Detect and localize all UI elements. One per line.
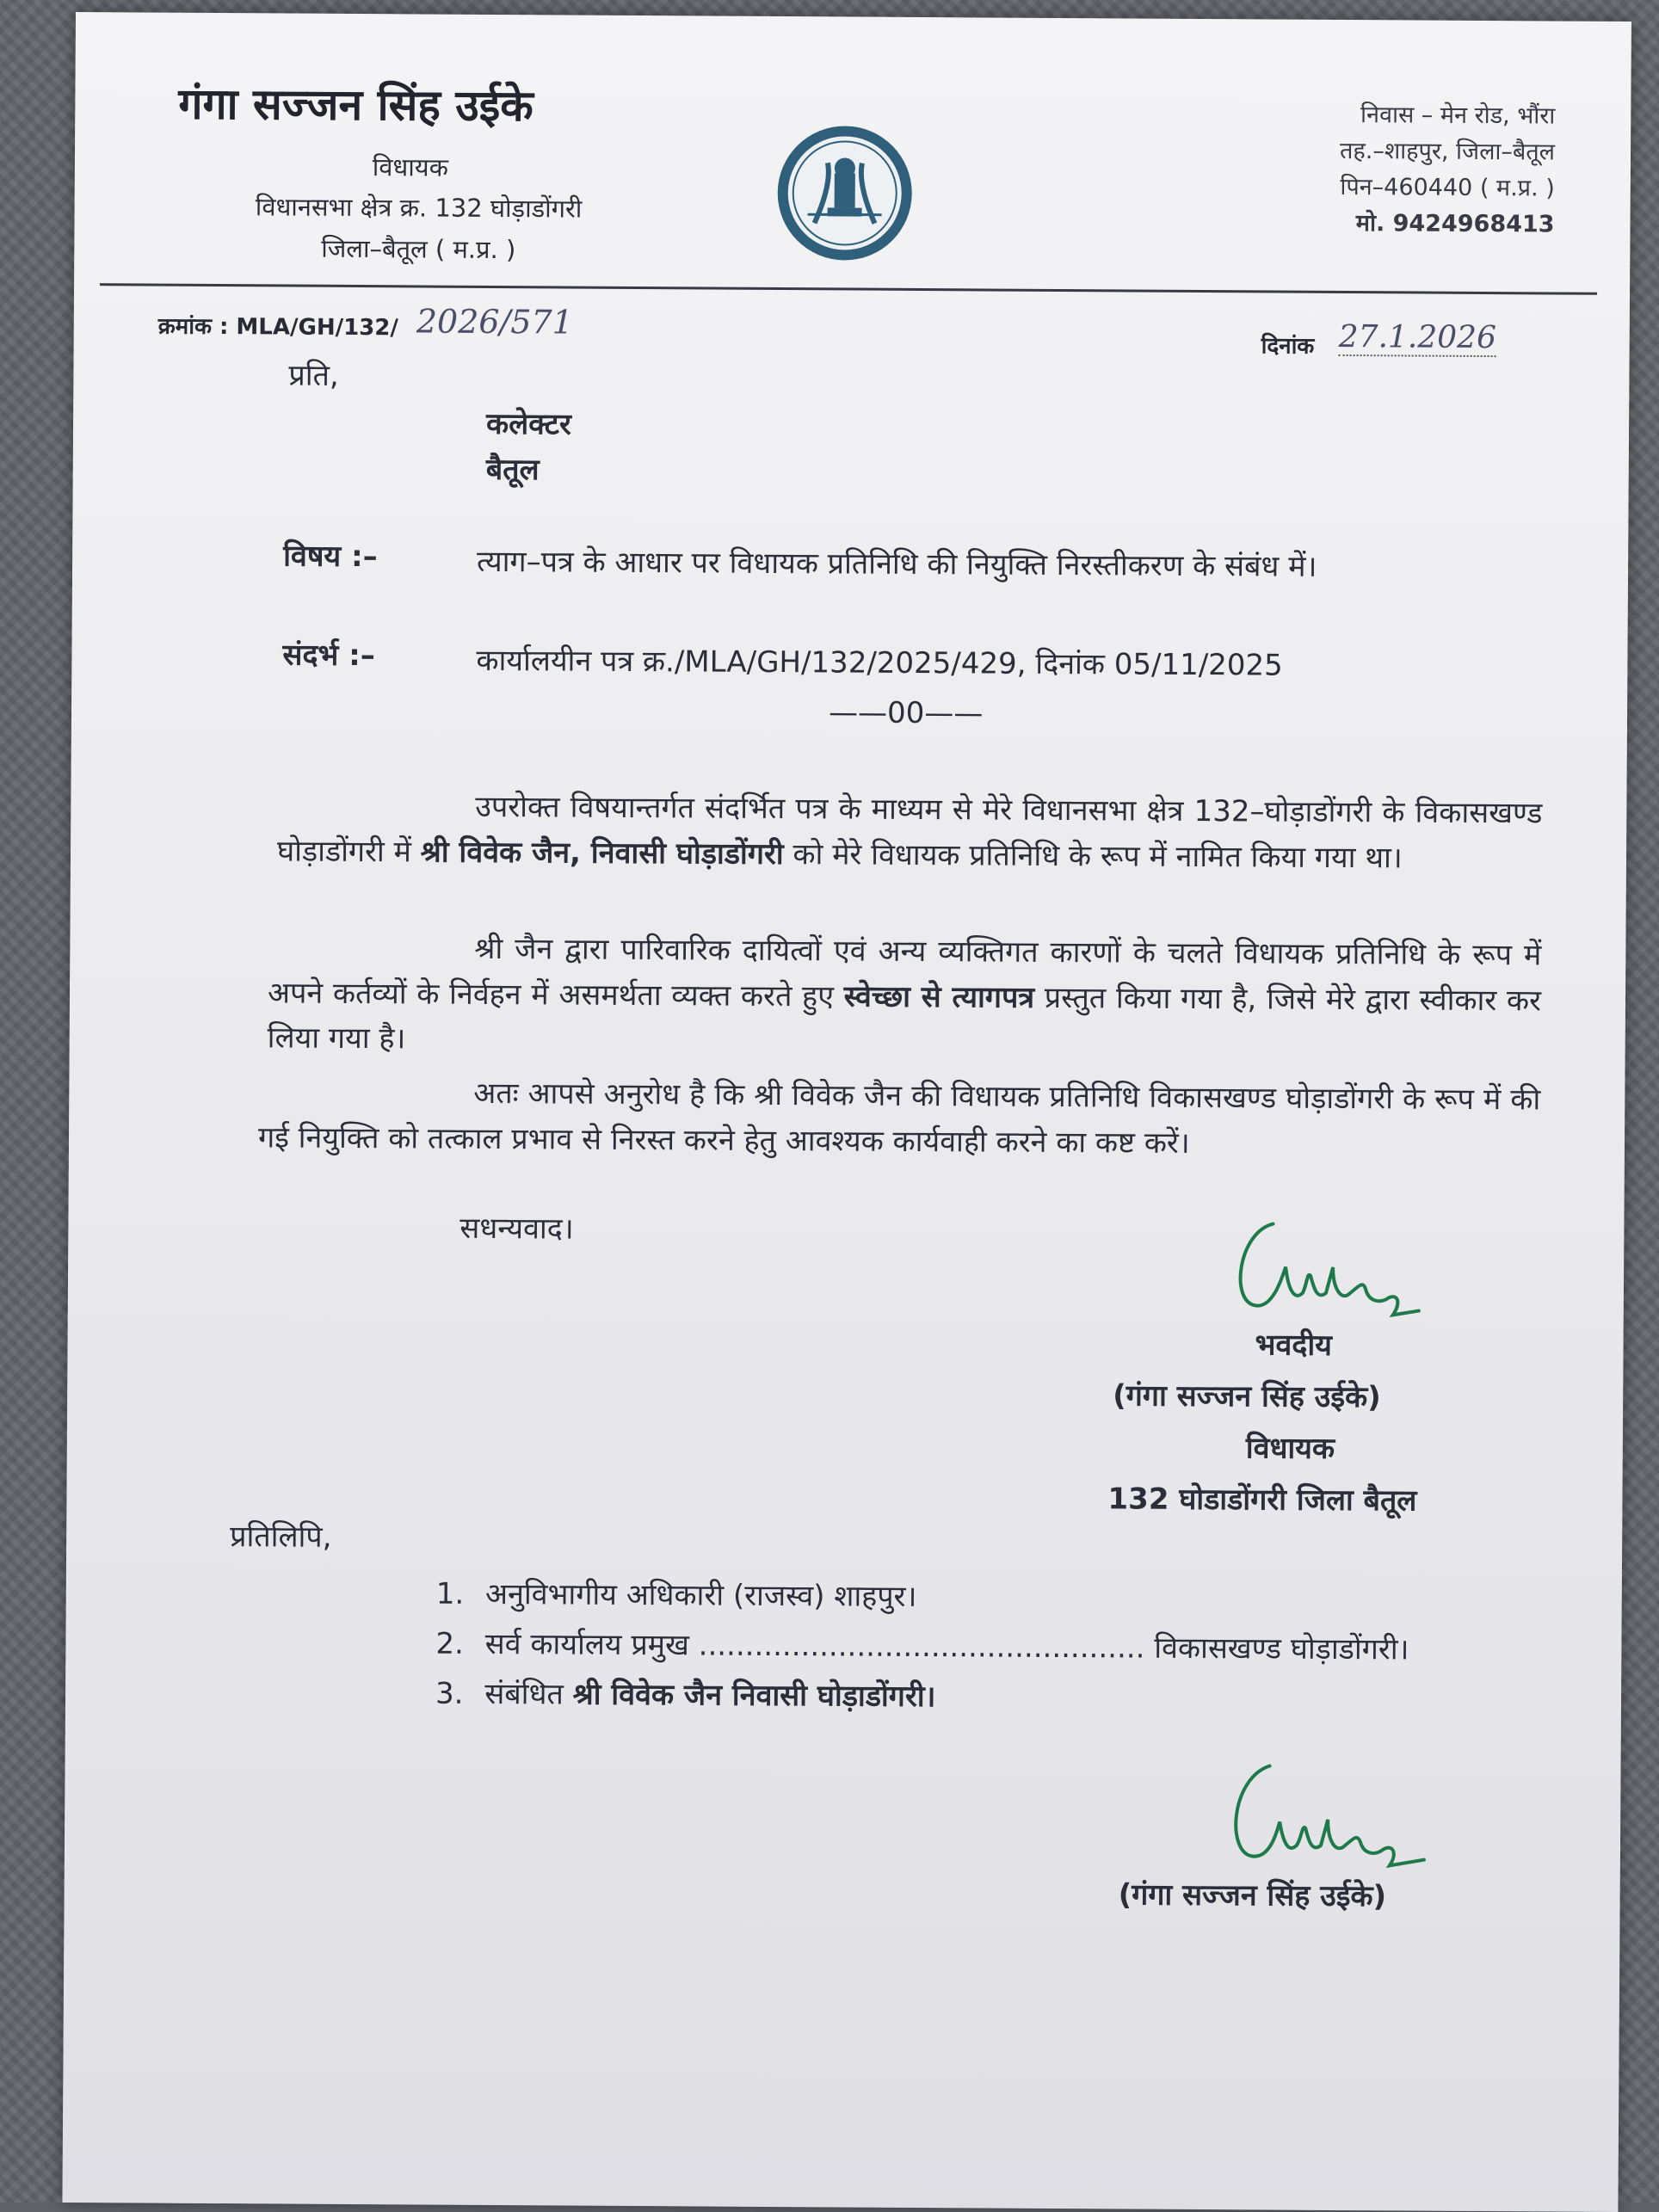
copy-item-1-number: 1. <box>435 1576 465 1611</box>
date-handwritten: 27.1.2026 <box>1338 318 1497 356</box>
copy-item-2-text: सर्व कार्यालय प्रमुख ................................................ विकासखण्ड घोड़ाडोंगरी। <box>484 1626 1409 1667</box>
addressee-line1: कलेक्टर <box>485 406 571 442</box>
body-paragraph-3: अतः आपसे अनुरोध है कि श्री विवेक जैन की विधायक प्रतिनिधि विकासखण्ड घोड़ाडोंगरी के रूप में की गई नियुक्ति को तत्काल प्रभाव से निरस्त करने हेतु आवश्यक कार्यवाही करने का कष्ट करें। <box>257 1075 1541 1161</box>
p2-text-b: प्रस्तुत किया गया है, जिसे मेरे द्वारा स्वीकार कर लिया गया है। <box>267 980 1542 1057</box>
sender-name: गंगा सज्जन सिंह उईके <box>178 78 533 132</box>
prati-label: प्रति, <box>288 358 339 393</box>
signatory-name: (गंगा सज्जन सिंह उईके) <box>1113 1378 1381 1415</box>
date-label: दिनांक <box>1261 333 1315 360</box>
ref-number-handwritten: 2026/571 <box>416 302 573 342</box>
copy-item-3-bold-name: श्री विवेक जैन निवासी घोड़ाडोंगरी। <box>572 1677 936 1715</box>
copy-item-2 <box>435 1622 1409 1673</box>
body-paragraph-1 <box>277 783 1543 881</box>
p1-bold-name: श्री विवेक जैन, निवासी घोड़ाडोंगरी <box>420 835 784 872</box>
copy-item-1 <box>436 1572 917 1620</box>
body-paragraph-2 <box>268 925 1542 1069</box>
section-divider: ——00—— <box>828 695 984 731</box>
address-line1: निवास – मेन रोड, भौंरा <box>1360 102 1556 130</box>
p2-bold-resignation: स्वेच्छा से त्यागपत्र <box>843 979 1035 1015</box>
letter-page <box>62 12 1631 2212</box>
address-mobile: मो. 9424968413 <box>1355 210 1555 238</box>
state-emblem-seal <box>754 102 935 284</box>
copy-item-1-text: अनुविभागीय अधिकारी (राजस्व) शाहपुर। <box>484 1576 917 1615</box>
copy-item-3-text: संबंधित <box>484 1676 564 1712</box>
sender-constituency: विधानसभा क्षेत्र क्र. 132 घोड़ाडोंगरी <box>255 192 583 224</box>
p1-text-a: उपरोक्त विषयान्तर्गत संदर्भित पत्र के माध्यम से मेरे विधानसभा क्षेत्र 132–घोड़ाडोंगरी के विकासखण्ड घोड़ाडोंगरी में <box>276 789 1543 870</box>
sender-district: जिला–बैतूल ( म.प्र. ) <box>321 233 516 265</box>
copy-label: प्रतिलिपि, <box>230 1519 332 1555</box>
copy-item-3 <box>435 1672 936 1720</box>
reference-label: संदर्भ :– <box>282 638 375 674</box>
address-line2: तह.–शाहपुर, जिला–बैतूल <box>1339 137 1556 166</box>
address-pin: पिन–460440 ( म.प्र. ) <box>1340 173 1555 202</box>
header-divider <box>100 283 1597 295</box>
subject-label: विषय :– <box>283 539 378 575</box>
thanks-text: सधन्यवाद। <box>459 1211 574 1247</box>
copy-signatory-name: (गंगा सज्जन सिंह उईके) <box>1118 1877 1387 1914</box>
yours-faithfully: भवदीय <box>1255 1328 1333 1363</box>
p1-text-b: को मेरे विधायक प्रतिनिधि के रूप में नामित किया गया था। <box>792 836 1403 876</box>
ref-label: क्रमांक : MLA/GH/132/ <box>157 313 399 342</box>
reference-text: कार्यालयीन पत्र क्र./MLA/GH/132/2025/429, दिनांक 05/11/2025 <box>476 643 1283 683</box>
copy-item-3-number: 3. <box>435 1676 464 1711</box>
signatory-place: 132 घोडाडोंगरी जिला बैतूल <box>1107 1482 1417 1519</box>
addressee-line2: बैतूल <box>485 452 540 488</box>
copy-item-2-number: 2. <box>435 1626 464 1661</box>
subject-text: त्याग–पत्र के आधार पर विधायक प्रतिनिधि की नियुक्ति निरस्तीकरण के संबंध में। <box>476 544 1317 584</box>
p2-text-a: श्री जैन द्वारा पारिवारिक दायित्वों एवं अन्य व्यक्तिगत कारणों के चलते विधायक प्रतिनिधि के रूप में अपने कर्तव्यों के निर्वहन में असमर्थता व्यक्त करते हुए <box>267 931 1542 1014</box>
sender-designation: विधायक <box>372 152 449 182</box>
signatory-designation: विधायक <box>1245 1431 1335 1466</box>
